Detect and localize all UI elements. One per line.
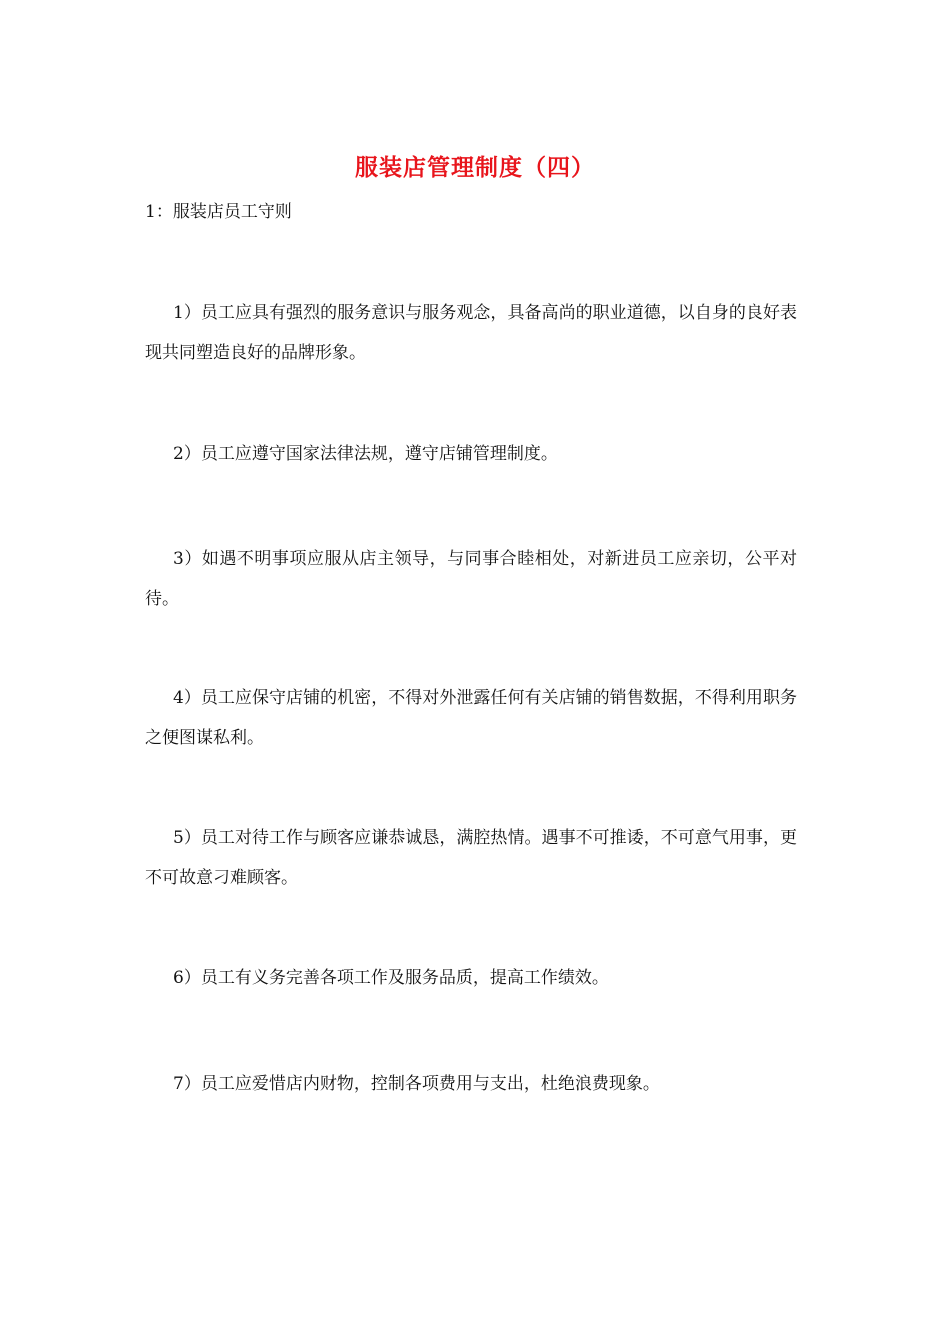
rule-item-1: 1）员工应具有强烈的服务意识与服务观念，具备高尚的职业道德，以自身的良好表现共同塑造良好的品牌形象。 bbox=[145, 303, 797, 363]
rule-item-7: 7）员工应爱惜店内财物，控制各项费用与支出，杜绝浪费现象。 bbox=[173, 1074, 660, 1094]
section-heading: 1：服装店员工守则 bbox=[145, 202, 292, 222]
rule-item-5: 5）员工对待工作与顾客应谦恭诚恳，满腔热情。遇事不可推诿，不可意气用事，更不可故意刁难顾客。 bbox=[145, 828, 797, 888]
rule-item-2: 2）员工应遵守国家法律法规，遵守店铺管理制度。 bbox=[173, 444, 558, 464]
rule-item-3: 3）如遇不明事项应服从店主领导，与同事合睦相处，对新进员工应亲切，公平对待。 bbox=[145, 549, 797, 609]
rule-item-4: 4）员工应保守店铺的机密，不得对外泄露任何有关店铺的销售数据，不得利用职务之便图谋私利。 bbox=[145, 688, 797, 748]
document-title: 服装店管理制度（四） bbox=[355, 154, 595, 181]
rule-item-6: 6）员工有义务完善各项工作及服务品质，提高工作绩效。 bbox=[173, 968, 609, 988]
